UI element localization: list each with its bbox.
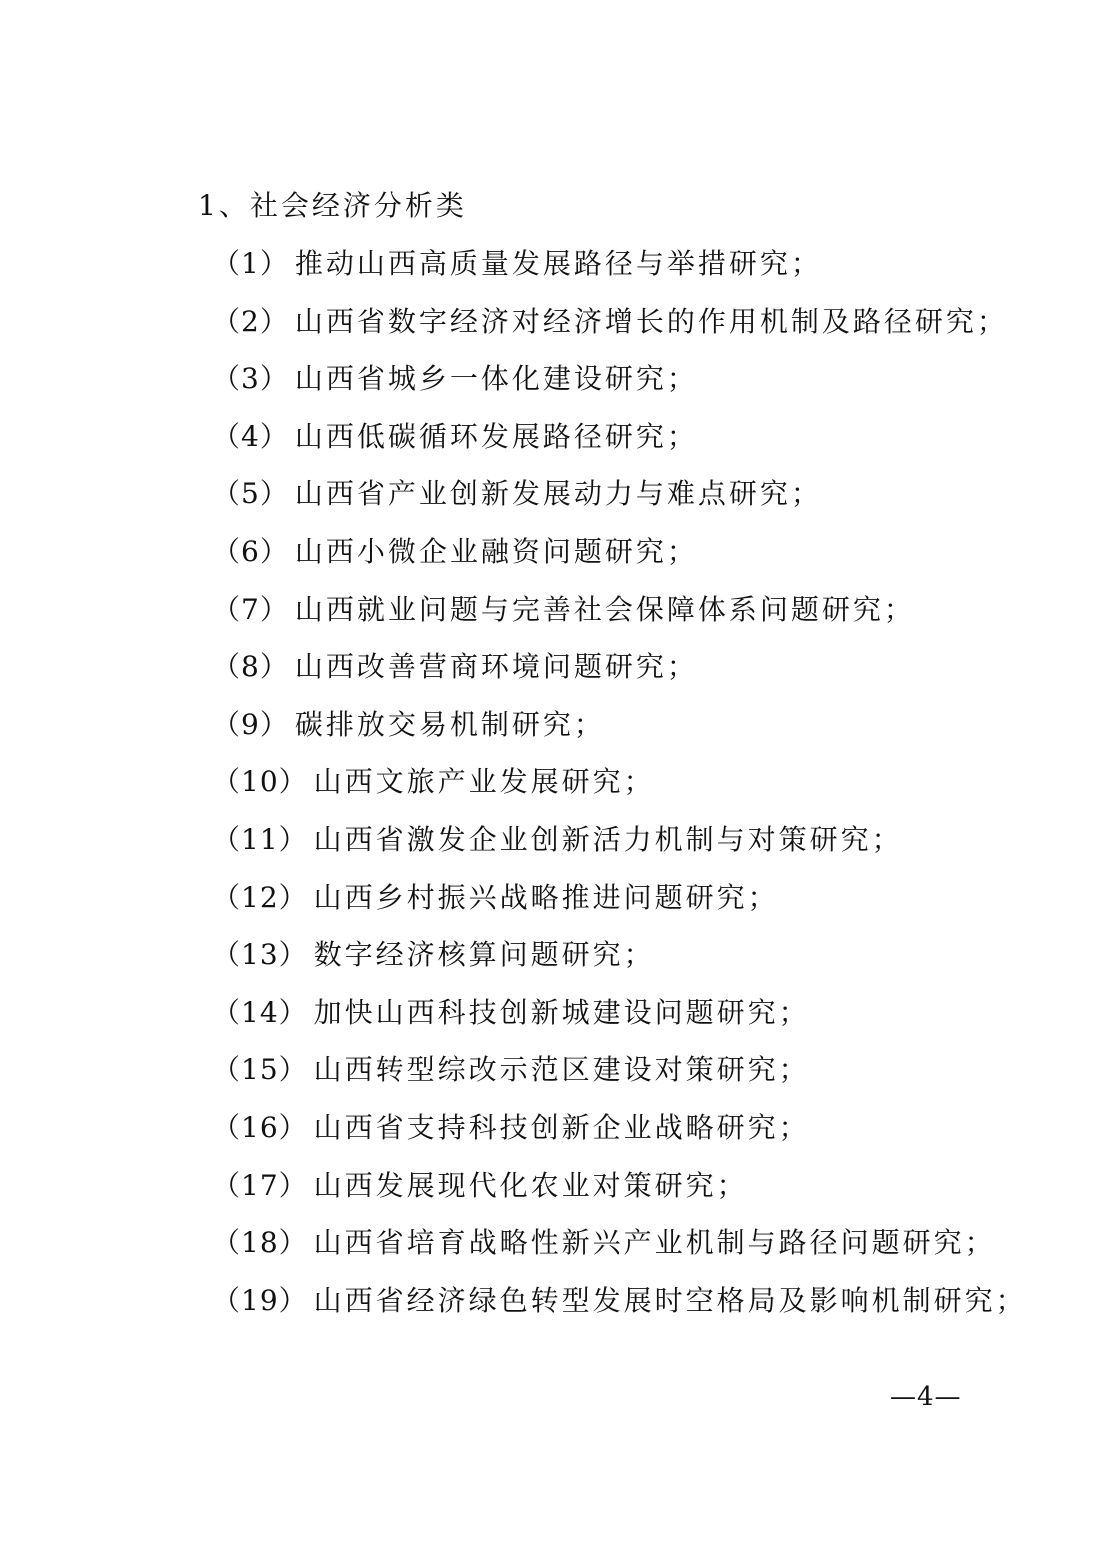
list-item <box>212 1223 1027 1281</box>
list-item <box>212 302 1027 360</box>
list-item <box>212 244 1027 302</box>
item-number: （11） <box>212 822 308 856</box>
item-text: 山西省城乡一体化建设研究； <box>294 362 698 396</box>
list-item <box>212 417 1027 475</box>
item-text: 山西乡村振兴战略推进问题研究； <box>313 880 779 914</box>
list-item <box>212 993 1027 1051</box>
list-item <box>212 1281 1027 1339</box>
item-text: 数字经济核算问题研究； <box>313 938 655 972</box>
item-text: 山西小微企业融资问题研究； <box>294 534 698 568</box>
item-number: （3） <box>212 362 289 396</box>
item-text: 山西省数字经济对经济增长的作用机制及路径研究； <box>294 304 1008 338</box>
item-text: 山西发展现代化农业对策研究； <box>313 1168 748 1202</box>
item-text: 加快山西科技创新城建设问题研究； <box>313 995 810 1029</box>
item-number: （7） <box>212 592 289 626</box>
item-text: 山西转型综改示范区建设对策研究； <box>313 1053 810 1087</box>
item-number: （5） <box>212 477 289 511</box>
list-item <box>212 647 1027 705</box>
item-text: 山西改善营商环境问题研究； <box>294 650 698 684</box>
item-number: （12） <box>212 880 308 914</box>
list-item <box>212 1166 1027 1224</box>
item-text: 山西省支持科技创新企业战略研究； <box>313 1110 810 1144</box>
item-text: 山西就业问题与完善社会保障体系问题研究； <box>294 592 915 626</box>
list-item <box>212 878 1027 936</box>
list-item <box>212 532 1027 590</box>
item-number: （16） <box>212 1110 308 1144</box>
item-number: （9） <box>212 707 289 741</box>
list-item <box>212 935 1027 993</box>
item-number: （10） <box>212 765 308 799</box>
item-text: 山西省培育战略性新兴产业机制与路径问题研究； <box>313 1226 996 1260</box>
item-number: （14） <box>212 995 308 1029</box>
item-text: 山西省产业创新发展动力与难点研究； <box>294 477 822 511</box>
list-item <box>212 762 1027 820</box>
item-text: 山西低碳循环发展路径研究； <box>294 419 698 453</box>
item-number: （1） <box>212 247 289 280</box>
item-number: （15） <box>212 1053 308 1087</box>
list-item <box>212 705 1027 763</box>
item-number: （19） <box>212 1283 308 1317</box>
item-number: （6） <box>212 534 289 568</box>
list-item <box>212 590 1027 648</box>
item-number: （2） <box>212 304 289 338</box>
item-text: 推动山西高质量发展路径与举措研究； <box>294 247 822 280</box>
page-number: —4— <box>890 1382 962 1412</box>
section-title: 1、社会经济分析类 <box>198 189 467 222</box>
list-item <box>212 1050 1027 1108</box>
item-text: 山西文旅产业发展研究； <box>313 765 655 799</box>
list-item <box>212 820 1027 878</box>
list-item <box>212 474 1027 532</box>
topic-list <box>212 244 1027 1338</box>
list-item <box>212 359 1027 417</box>
item-number: （13） <box>212 938 308 972</box>
item-number: （17） <box>212 1168 308 1202</box>
item-text: 碳排放交易机制研究； <box>294 707 605 741</box>
item-number: （18） <box>212 1226 308 1260</box>
item-number: （4） <box>212 419 289 453</box>
item-number: （8） <box>212 650 289 684</box>
list-item <box>212 1108 1027 1166</box>
item-text: 山西省激发企业创新活力机制与对策研究； <box>313 822 903 856</box>
item-text: 山西省经济绿色转型发展时空格局及影响机制研究； <box>313 1283 1027 1317</box>
